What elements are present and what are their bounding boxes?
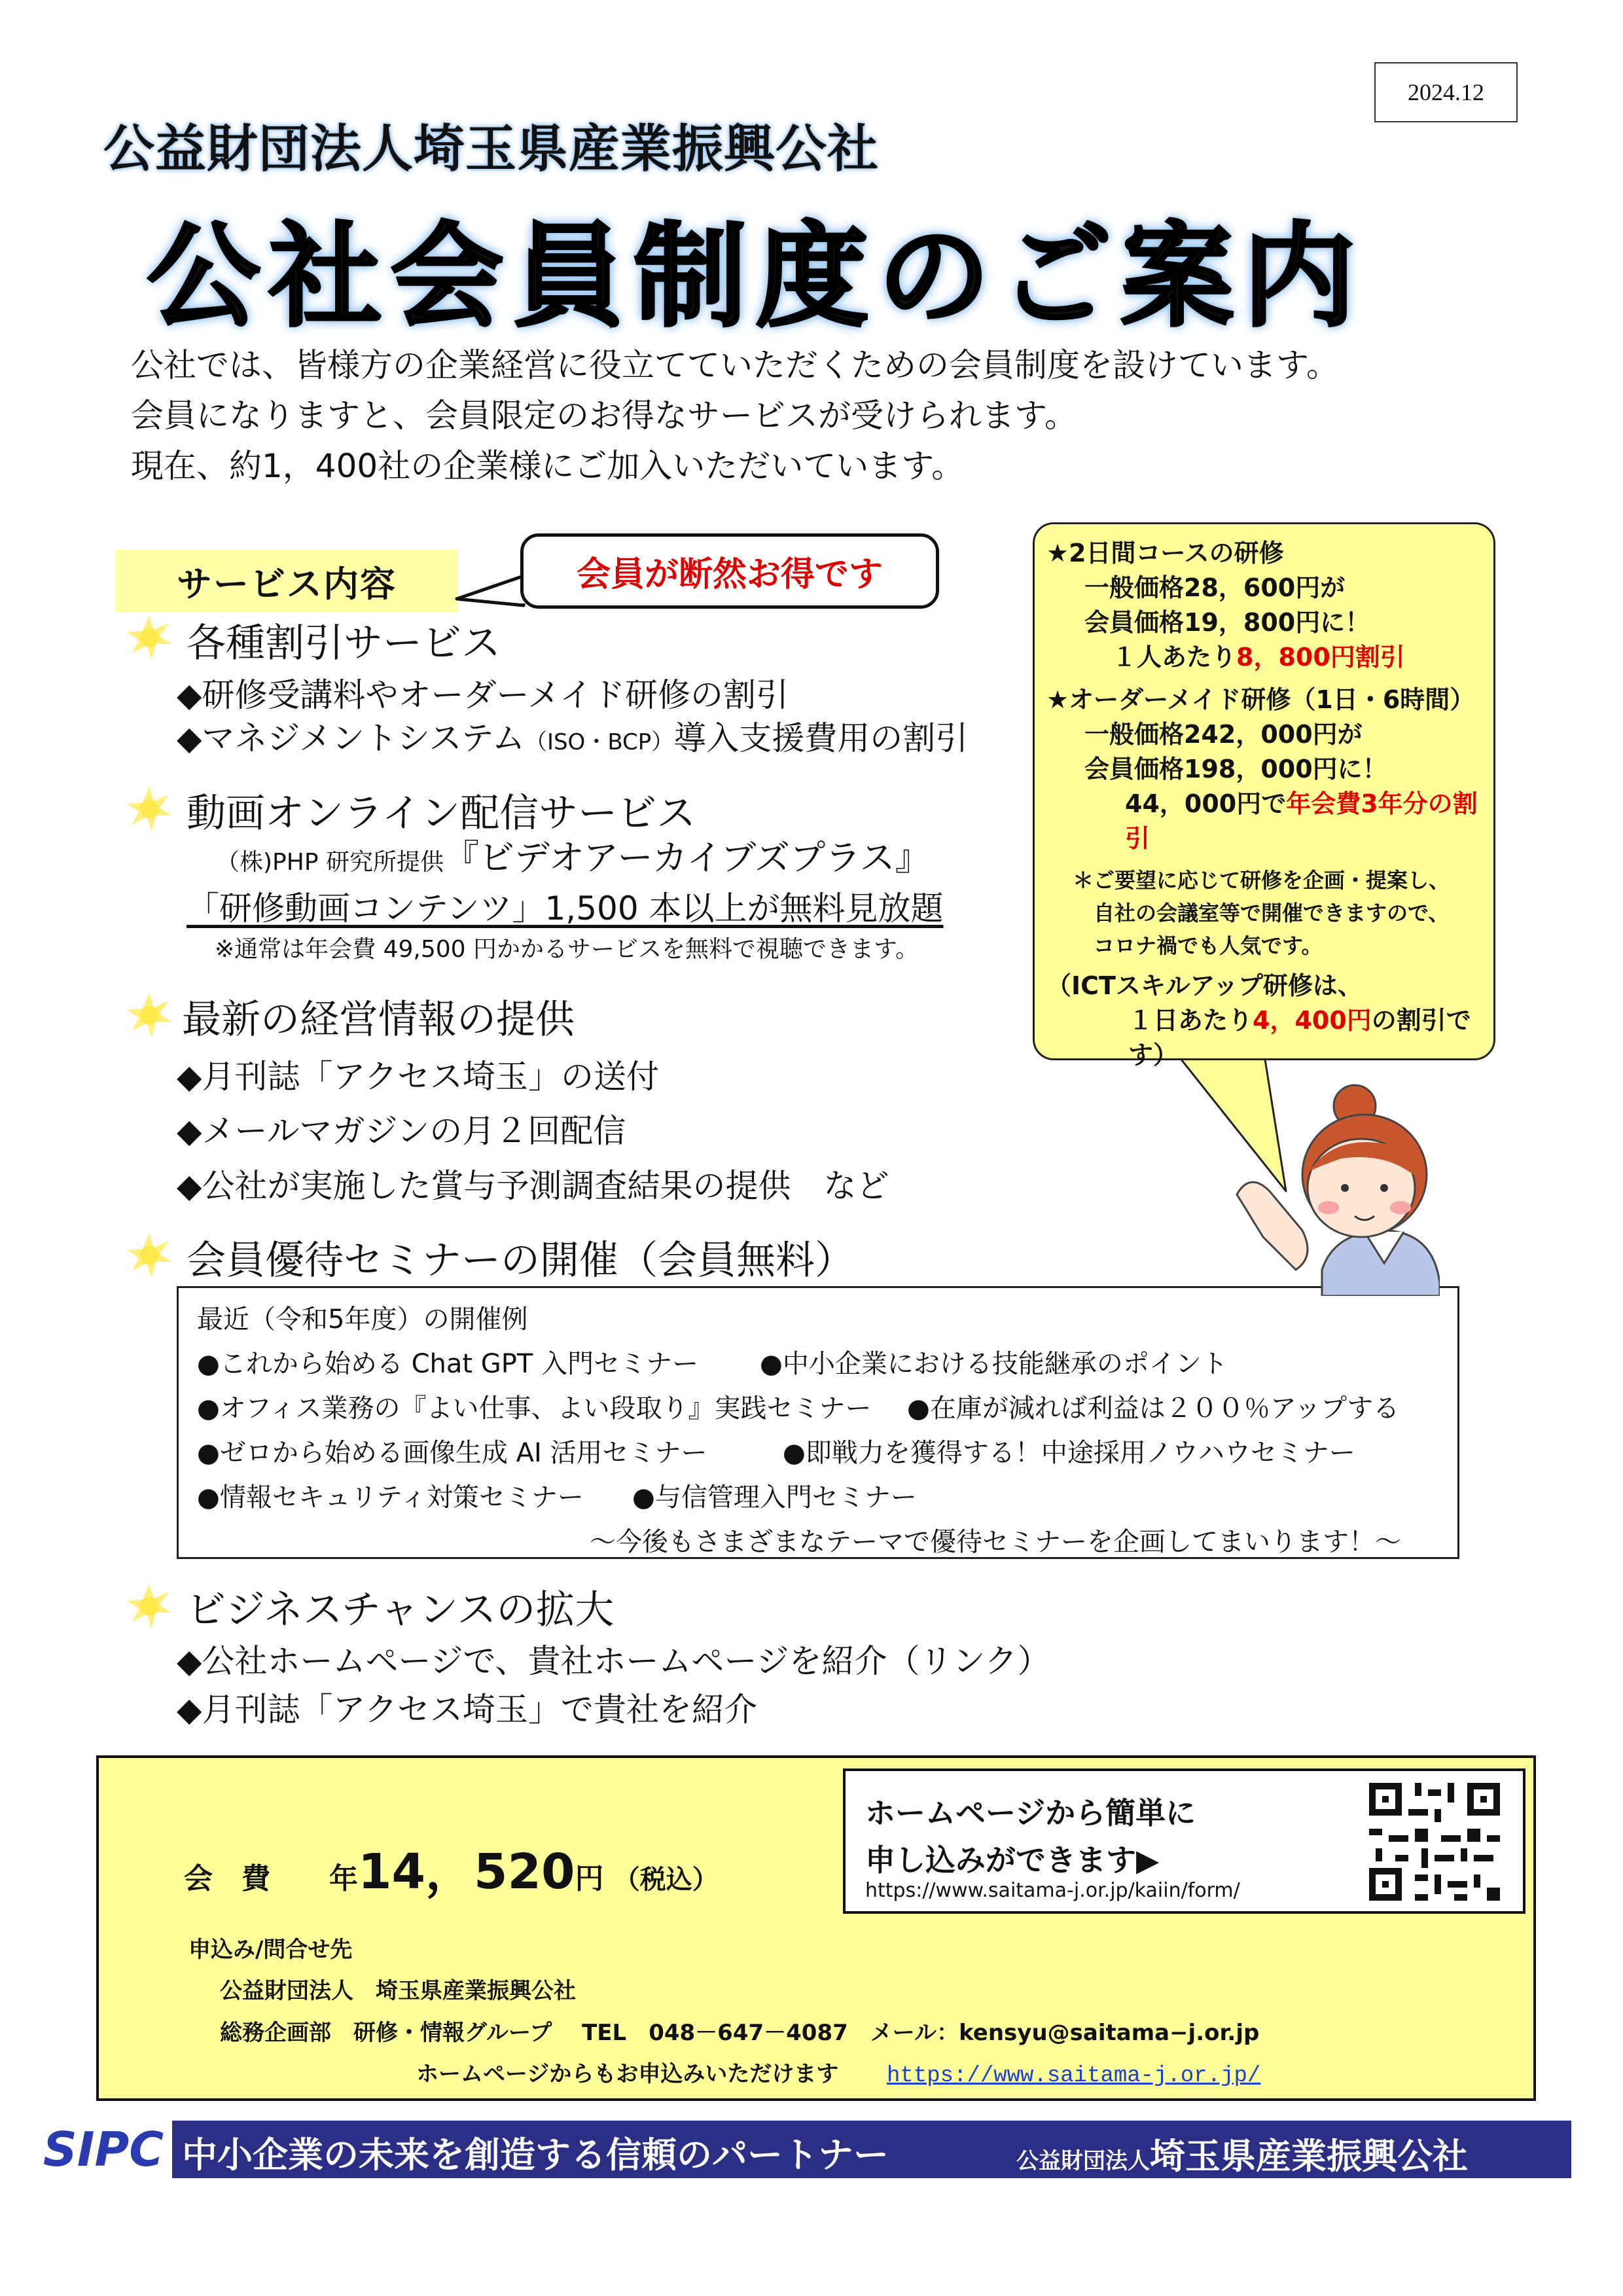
- seminar-item: ●情報セキュリティ対策セミナー: [197, 1482, 584, 1513]
- seminar-item: ●与信管理入門セミナー: [632, 1482, 917, 1513]
- footer-org: [1016, 2128, 1468, 2179]
- section-heading-info: 最新の経営情報の提供: [182, 997, 575, 1043]
- fee-tax: （税込）: [613, 1865, 719, 1895]
- sipc-logo: SIPC: [35, 2121, 172, 2178]
- contact-org: 公益財団法人 埼玉県産業振興公社: [220, 1978, 576, 2004]
- star-burst-icon: [126, 992, 173, 1039]
- seminar-row: [197, 1386, 1457, 1431]
- fee-amount: 14，520: [358, 1844, 575, 1900]
- bubble-text: １日あたり: [1128, 1006, 1253, 1035]
- list-item: [177, 712, 968, 759]
- seminar-row: [197, 1342, 1457, 1386]
- video-product: 『ビデオアーカイブズプラス』: [443, 837, 931, 878]
- intro-text: [131, 340, 1339, 492]
- web-form-link[interactable]: https://www.saitama-j.or.jp/kaiin/form/: [865, 1879, 1240, 1902]
- bubble-line: [1046, 787, 1493, 856]
- bubble-note: [1046, 864, 1493, 962]
- bubble-line: [1046, 640, 1493, 675]
- section-heading-discount: 各種割引サービス: [187, 620, 501, 666]
- fee-label: 会 費: [184, 1862, 270, 1895]
- seminar-item: ●在庫が減れば利益は２００％アップする: [907, 1393, 1400, 1424]
- video-offer: 「研修動画コンテンツ」1,500 本以上が無料見放題: [187, 889, 944, 927]
- seminar-row: [197, 1475, 1457, 1520]
- list-item: ◆公社が実施した賞与予測調査結果の提供 など: [177, 1167, 889, 1205]
- issue-date: 2024.12: [1374, 62, 1518, 122]
- bubble-line: 一般価格242，000円が: [1084, 720, 1363, 749]
- intro-line: 公社では、皆様方の企業経営に役立てていただくための会員制度を設けています。: [131, 346, 1339, 384]
- video-provider-line: [216, 830, 931, 880]
- seminar-item: ●ゼロから始める画像生成 AI 活用セミナー: [197, 1438, 707, 1468]
- contact-web-text: ホームページからもお申込みいただけます: [416, 2061, 839, 2087]
- seminar-item: ●中小企業における技能継承のポイント: [760, 1349, 1228, 1379]
- list-item: ◆公社ホームページで、貴社ホームページを紹介（リンク）: [177, 1642, 1050, 1680]
- list-item-note: （ISO・BCP）: [524, 729, 674, 755]
- intro-line: 会員になりますと、会員限定のお得なサービスが受けられます。: [131, 397, 1077, 435]
- footer-org-prefix: 公益財団法人: [1016, 2148, 1150, 2174]
- pricing-speech-bubble: [1033, 522, 1495, 1069]
- list-item: ◆研修受講料やオーダーメイド研修の割引: [177, 676, 789, 714]
- contact-label: 申込み/問合せ先: [188, 1937, 353, 1963]
- list-item-text: ◆マネジメントシステム: [177, 719, 525, 757]
- bubble-line: （ICTスキルアップ研修は、: [1046, 971, 1363, 1000]
- web-line: ホームページから簡単に: [865, 1795, 1196, 1831]
- footer-org-name: 埼玉県産業振興公社: [1150, 2136, 1468, 2177]
- video-provider: （株)PHP 研究所提供: [216, 849, 444, 876]
- list-item: ◆月刊誌「アクセス埼玉」の送付: [177, 1058, 659, 1096]
- section-heading-video: 動画オンライン配信サービス: [187, 791, 696, 836]
- seminar-caption: 最近（令和5年度）の開催例: [197, 1304, 528, 1335]
- seminar-closing: ～今後もさまざまなテーマで優待セミナーを企画してまいります！～: [590, 1527, 1401, 1557]
- fee-unit: 円: [575, 1862, 604, 1895]
- contact-url-link[interactable]: https://www.saitama-j.or.jp/: [887, 2064, 1261, 2089]
- fee-year: 年: [329, 1862, 358, 1895]
- web-text: [865, 1789, 1196, 1884]
- qr-code-icon[interactable]: [1356, 1776, 1513, 1907]
- bubble-note-line: 自社の会議室等で開催できますので、: [1094, 901, 1450, 925]
- seminar-item: ●即戦力を獲得する！中途採用ノウハウセミナー: [783, 1438, 1355, 1468]
- section-heading-business: ビジネスチャンスの拡大: [187, 1587, 615, 1633]
- bubble-text: 44，000円で: [1125, 789, 1287, 818]
- bubble-note-line: コロナ禍でも人気です。: [1094, 933, 1323, 958]
- bubble-line: 会員価格198，000円に！: [1084, 755, 1387, 783]
- seminar-examples-box: [177, 1286, 1459, 1559]
- list-item: ◆月刊誌「アクセス埼玉」で貴社を紹介: [177, 1691, 757, 1729]
- list-item-text: 導入支援費用の割引: [673, 719, 969, 757]
- star-burst-icon: [126, 614, 173, 661]
- bubble-line: [1046, 1003, 1493, 1073]
- section-heading-seminar: 会員優待セミナーの開催（会員無料）: [187, 1238, 854, 1283]
- contact-dept: 総務企画部 研修・情報グループ TEL 048－647－4087 メール：kensyu@saitama−j.or.jp: [220, 2020, 1260, 2046]
- star-burst-icon: [126, 785, 173, 833]
- intro-line: 現在、約1，400社の企業様にご加入いただいています。: [131, 447, 965, 485]
- member-benefit-callout: 会員が断然お得です: [520, 533, 939, 609]
- woman-illustration: [1224, 1067, 1440, 1296]
- star-burst-icon: [126, 1232, 173, 1279]
- organization-name: 公益財団法人埼玉県産業振興公社: [103, 120, 880, 179]
- video-note: ※通常は年会費 49,500 円かかるサービスを無料で視聴できます。: [215, 936, 919, 963]
- bubble-text: の割引です）: [1128, 1006, 1471, 1069]
- bubble-line: ★2日間コースの研修: [1046, 539, 1284, 567]
- seminar-item: ●オフィス業務の『よい仕事、よい段取り』実践セミナー: [197, 1393, 872, 1424]
- services-label: サービス内容: [115, 550, 458, 613]
- bubble-highlight: 8，800円割引: [1236, 643, 1405, 672]
- bubble-line: ★オーダーメイド研修（1日・6時間）: [1046, 685, 1475, 714]
- contact-web-line: [416, 2056, 1260, 2089]
- footer-banner: [35, 2121, 1571, 2178]
- bubble-text: １人あたり: [1112, 643, 1237, 672]
- bubble-highlight: 年会費3年分の割引: [1125, 789, 1478, 853]
- page-title: 公社会員制度のご案内: [147, 211, 1364, 342]
- fee-line: [184, 1833, 719, 1903]
- web-line: 申し込みができます▶: [865, 1842, 1160, 1878]
- list-item: ◆メールマガジンの月２回配信: [177, 1112, 626, 1150]
- web-application-box: [843, 1768, 1525, 1914]
- bubble-line: 会員価格19，800円に！: [1084, 608, 1370, 637]
- bubble-highlight: 4，400円: [1253, 1006, 1372, 1035]
- star-burst-icon: [126, 1583, 173, 1630]
- bubble-note-line: ＊ご要望に応じて研修を企画・提案し、: [1073, 868, 1450, 893]
- seminar-row: [197, 1431, 1457, 1475]
- bubble-line: 一般価格28，600円が: [1084, 573, 1346, 602]
- footer-tagline: 中小企業の未来を創造する信頼のパートナー: [182, 2134, 889, 2176]
- callout-tail: [452, 569, 530, 615]
- seminar-item: ●これから始める Chat GPT 入門セミナー: [197, 1349, 699, 1379]
